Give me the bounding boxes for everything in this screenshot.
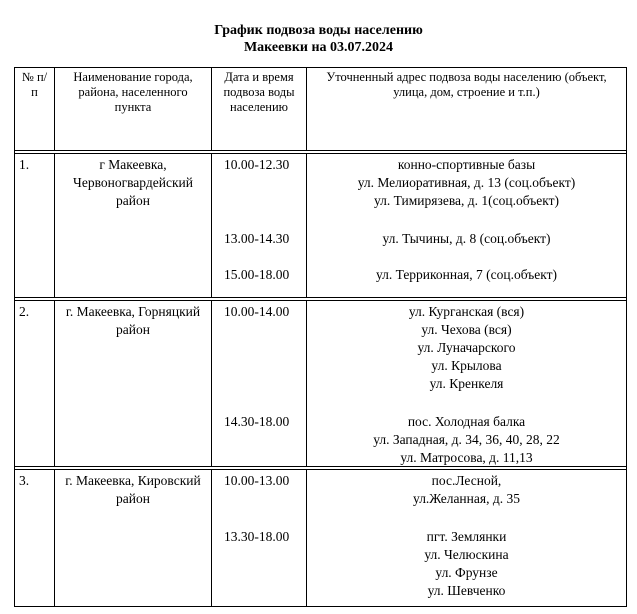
time-slot: 13.30-18.00	[224, 529, 290, 544]
address-line: ул. Тимирязева, д. 1(соц.объект)	[373, 193, 559, 208]
header-name: Наименование города, района, населенного пункта	[55, 68, 212, 151]
time-slot: 10.00-14.00	[224, 304, 290, 319]
header-time: Дата и время подвоза воды населению	[212, 68, 307, 151]
address-line: ул. Западная, д. 34, 36, 40, 28, 22	[373, 432, 560, 447]
address-line: пос.Лесной,	[431, 473, 502, 488]
row-times	[212, 470, 307, 607]
time-slot: 13.00-14.30	[224, 231, 290, 246]
row-number: 3.	[15, 470, 55, 607]
row-locality: г. Макеевка, Кировский район	[55, 470, 212, 607]
address-line: ул. Кренкеля	[429, 376, 504, 391]
row-locality: г Макеевка, Червоногвардейский район	[55, 154, 212, 298]
address-line: ул. Фрунзе	[435, 565, 498, 580]
title-line-1: График подвоза воды населению	[214, 23, 423, 38]
time-slot: 10.00-13.00	[224, 473, 290, 488]
header-row	[15, 68, 627, 151]
header-num: № п/п	[15, 68, 55, 151]
title-line-2: Макеевки на 03.07.2024	[243, 40, 394, 55]
table-row	[15, 154, 627, 298]
address-line: ул. Луначарского	[417, 340, 516, 355]
row-addresses	[307, 154, 627, 298]
row-number: 2.	[15, 301, 55, 467]
row-times	[212, 154, 307, 298]
address-line: ул. Шевченко	[427, 583, 506, 598]
water-delivery-table	[14, 67, 627, 607]
table-row	[15, 301, 627, 467]
address-line: ул. Тычины, д. 8 (соц.объект)	[382, 231, 551, 246]
row-number: 1.	[15, 154, 55, 298]
table-row	[15, 470, 627, 607]
time-slot: 10.00-12.30	[224, 157, 290, 172]
address-line: ул. Чехова (вся)	[421, 322, 512, 337]
time-slot: 14.30-18.00	[224, 414, 290, 429]
address-line: пгт. Землянки	[426, 529, 507, 544]
time-slot: 15.00-18.00	[224, 267, 290, 282]
address-line: ул. Крылова	[431, 358, 502, 373]
address-line: ул. Матросова, д. 11,13	[400, 450, 533, 465]
address-line: конно-спортивные базы	[397, 157, 536, 172]
address-line: ул. Терриконная, 7 (соц.объект)	[375, 267, 558, 282]
address-line: ул. Мелиоративная, д. 13 (соц.объект)	[357, 175, 576, 190]
row-addresses	[307, 470, 627, 607]
address-line: пос. Холодная балка	[407, 414, 526, 429]
address-line: ул. Челюскина	[424, 547, 509, 562]
header-address: Уточненный адрес подвоза воды населению (объект, улица, дом, строение и т.п.)	[307, 68, 627, 151]
row-addresses	[307, 301, 627, 467]
document-title	[0, 22, 637, 56]
row-times	[212, 301, 307, 467]
address-line: ул.Желанная, д. 35	[413, 491, 520, 506]
row-locality: г. Макеевка, Горняцкий район	[55, 301, 212, 467]
address-line: ул. Курганская (вся)	[408, 304, 525, 319]
